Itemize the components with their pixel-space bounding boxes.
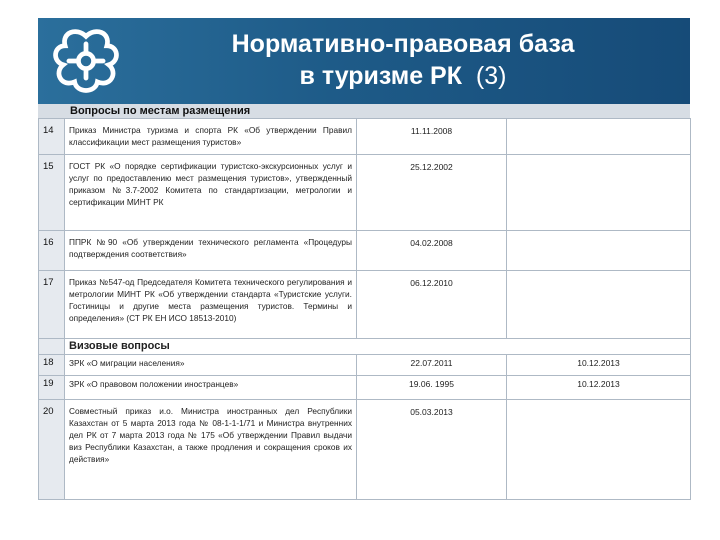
amendment-date [507,155,691,231]
table-row [39,155,691,231]
adoption-date: 19.06. 1995 [357,376,507,400]
section-row-visa [39,339,691,355]
regulations-table [38,118,691,500]
title-line-2-text: в туризме РК [299,62,462,90]
adoption-date: 05.03.2013 [357,400,507,500]
table-row [39,355,691,376]
row-number: 20 [39,400,65,500]
table-row [39,231,691,271]
amendment-date [507,231,691,271]
adoption-date: 11.11.2008 [357,119,507,155]
amendment-date [507,119,691,155]
table-row [39,271,691,339]
row-number: 16 [39,231,65,271]
amendment-date [507,400,691,500]
document-title: ГОСТ РК «О порядке сертификации туристско-экскурсионных услуг и услуг по предоставлению мест размещения туристов», утвержденный приказом №3.7-2002 Комитета по стандартизации, метрологии и сертификации МИНТ РК [65,155,357,231]
title-line-2 [128,60,678,92]
document-title: Совместный приказ и.о. Министра иностранных дел Республики Казахстан от 5 марта 2013 года № 08-1-1-1/71 и Министра внутренних дел РК от 7 марта 2013 года № 175 «Об утверждении Правил выдачи виз Республики Казахстан, а также продления и сокращения сроков их действия» [65,400,357,500]
table-row [39,119,691,155]
section-heading-visa: Визовые вопросы [65,339,691,355]
section-heading-accommodation: Вопросы по местам размещения [70,105,251,117]
amendment-date: 10.12.2013 [507,355,691,376]
row-number: 19 [39,376,65,400]
table-row [39,376,691,400]
row-number: 17 [39,271,65,339]
document-title: ЗРК «О правовом положении иностранцев» [65,376,357,400]
title-suffix: (3) [475,62,507,90]
amendment-date [507,271,691,339]
slide-title [128,28,678,92]
adoption-date: 06.12.2010 [357,271,507,339]
row-number: 15 [39,155,65,231]
document-title: ЗРК «О миграции населения» [65,355,357,376]
document-title: ППРК №90 «Об утверждении технического регламента «Процедуры подтверждения соответствия» [65,231,357,271]
adoption-date: 25.12.2002 [357,155,507,231]
adoption-date: 22.07.2011 [357,355,507,376]
document-title: Приказ Министра туризма и спорта РК «Об утверждении Правил классификации мест размещения туристов» [65,119,357,155]
title-line-1: Нормативно-правовая база [231,30,575,58]
amendment-date: 10.12.2013 [507,376,691,400]
ornament-logo-icon [48,23,124,99]
document-title: Приказ №547-од Председателя Комитета технического регулирования и метрологии МИНТ РК «Об утверждении стандарта «Туристские услуги. Гостиницы и другие места размещения туристов. Термины и определения» (СТ РК ЕН ИСО 18513-2010) [65,271,357,339]
adoption-date: 04.02.2008 [357,231,507,271]
row-number: 14 [39,119,65,155]
table-row [39,400,691,500]
slide-header [38,18,690,104]
row-number: 18 [39,355,65,376]
section-spacer [39,339,65,355]
